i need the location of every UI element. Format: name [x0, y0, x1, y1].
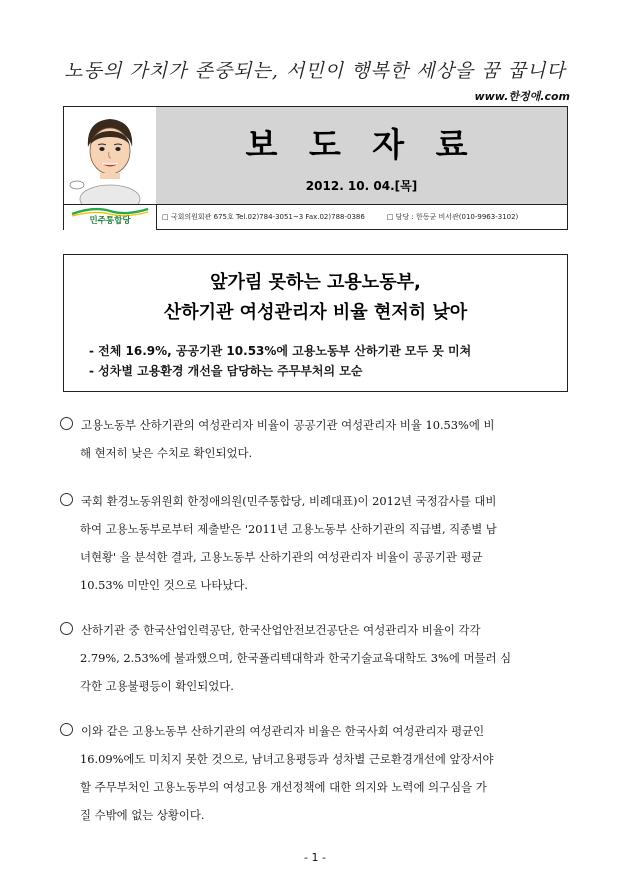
party-logo: [64, 204, 157, 230]
person-contact: □ 담당 : 한동균 비서관(010-9963-3102): [386, 213, 519, 221]
paragraph-line: 국회 환경노동위원회 한정애의원(민주통합당, 비례대표)이 2012년 국정감사를 대비: [81, 494, 497, 508]
paragraph-line: 이와 같은 고용노동부 산하기관의 여성관리자 비율은 한국사회 여성관리자 평균인: [81, 724, 485, 738]
paragraph-line: 질 수밖에 없는 상황이다.: [80, 808, 205, 822]
party-logo-text: 민주통합당: [89, 216, 131, 226]
paragraph-line: 고용노동부 산하기관의 여성관리자 비율이 공공기관 여성관리자 비율 10.53%에 비: [81, 418, 495, 432]
paragraph-line: 2.79%, 2.53%에 불과했으며, 한국폴리텍대학과 한국기술교육대학도 3%에 머물러 심: [80, 651, 512, 665]
website-link[interactable]: www.한정애.com: [474, 90, 570, 103]
subheadline-2: - 성차별 고용환경 개선을 담당하는 주무부처의 모순: [89, 364, 363, 378]
paragraph-line: 산하기관 중 한국산업인력공단, 한국산업안전보건공단은 여성관리자 비율이 각각: [81, 623, 481, 637]
paragraph: [60, 411, 572, 467]
paragraph: [60, 616, 572, 700]
headline-line2: 산하기관 여성관리자 비율 현저히 낮아: [163, 302, 468, 323]
press-release-header: [63, 106, 568, 230]
paragraph-line: 각한 고용불평등이 확인되었다.: [80, 679, 234, 693]
paragraph-line: 10.53% 미만인 것으로 나타났다.: [80, 578, 248, 592]
circle-bullet-icon: [60, 417, 73, 430]
portrait-caricature: [64, 107, 157, 204]
circle-bullet-icon: [60, 493, 73, 506]
circle-bullet-icon: [60, 723, 73, 736]
title-banner: [156, 107, 567, 204]
document-title: 보 도 자 료: [245, 125, 478, 164]
circle-bullet-icon: [60, 622, 73, 635]
subheadline-1: - 전체 16.9%, 공공기관 10.53%에 고용노동부 산하기관 모두 못 미쳐: [89, 344, 472, 358]
headline-line1: 앞가림 못하는 고용노동부,: [210, 272, 421, 293]
page-number: - 1 -: [304, 851, 326, 864]
paragraph-line: 16.09%에도 미치지 못한 것으로, 남녀고용평등과 성차별 근로환경개선에 앞장서야: [80, 752, 494, 766]
paragraph-line: 녀현황' 을 분석한 결과, 고용노동부 산하기관의 여성관리자 비율이 공공기관 평균: [80, 550, 483, 564]
release-date: 2012. 10. 04.[목]: [305, 179, 418, 193]
slogan: 노동의 가치가 존중되는, 서민이 행복한 세상을 꿈 꿉니다: [64, 60, 566, 82]
paragraph-line: 해 현저히 낮은 수치로 확인되었다.: [80, 446, 253, 460]
paragraph-line: 하여 고용노동부로부터 제출받은 '2011년 고용노동부 산하기관의 직급별, 직종별 남: [80, 522, 497, 536]
office-contact: □ 국회의원회관 675호 Tel.02)784-3051~3 Fax.02)788-0386: [162, 213, 365, 221]
caricature-icon: [64, 107, 156, 204]
paragraph: [60, 487, 572, 599]
paragraph: [60, 717, 572, 829]
headline-box: [63, 254, 568, 392]
paragraph-line: 할 주무부처인 고용노동부의 여성고용 개선정책에 대한 의지와 노력에 의구심을 가: [80, 780, 487, 794]
contact-info: [156, 204, 567, 229]
